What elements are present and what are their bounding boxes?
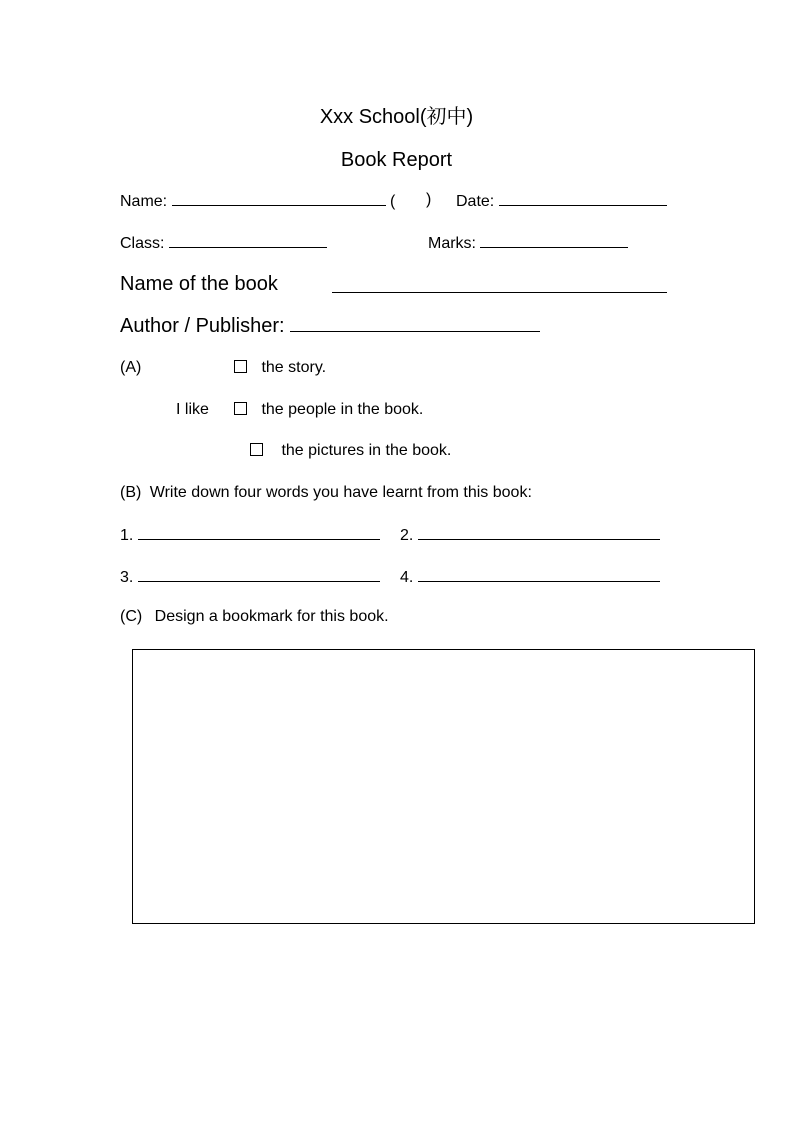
word-2-field[interactable]	[418, 524, 660, 540]
section-c-marker: (C)	[120, 608, 143, 625]
report-title: Book Report	[340, 149, 453, 171]
marks-row	[428, 232, 628, 254]
checkbox-pictures[interactable]	[250, 443, 263, 456]
option-people	[234, 400, 423, 420]
name-label: Name:	[120, 193, 168, 210]
marks-field[interactable]	[480, 232, 628, 248]
option-pictures	[250, 441, 451, 461]
date-label: Date:	[456, 193, 495, 210]
word-3-number: 3.	[120, 569, 134, 586]
word-3-row	[120, 566, 380, 588]
word-4-number: 4.	[400, 569, 414, 586]
bookmark-design-box[interactable]	[132, 649, 755, 924]
word-4-field[interactable]	[418, 566, 660, 582]
word-4-row	[400, 566, 660, 588]
word-1-field[interactable]	[138, 524, 380, 540]
word-3-field[interactable]	[138, 566, 380, 582]
date-field[interactable]	[499, 190, 667, 206]
section-b-prompt: Write down four words you have learnt from this book:	[149, 484, 532, 501]
class-row	[120, 232, 327, 254]
class-field[interactable]	[169, 232, 327, 248]
school-name: Xxx School(初中)	[319, 106, 474, 128]
class-label: Class:	[120, 235, 165, 252]
option-story-label: the story.	[261, 359, 327, 376]
checkbox-story[interactable]	[234, 360, 247, 373]
word-2-number: 2.	[400, 527, 414, 544]
class-number-paren-close: )	[426, 191, 432, 208]
option-people-label: the people in the book.	[261, 401, 424, 418]
section-a-marker: (A)	[120, 359, 142, 376]
option-pictures-label: the pictures in the book.	[281, 442, 452, 459]
name-row	[120, 190, 395, 212]
i-like-label: I like	[176, 401, 209, 418]
book-name-label: Name of the book	[120, 273, 278, 295]
section-b-marker: (B)	[120, 484, 142, 501]
class-number-paren-open: (	[390, 193, 396, 210]
book-name-field[interactable]	[332, 277, 667, 293]
checkbox-people[interactable]	[234, 402, 247, 415]
date-row	[456, 190, 667, 212]
author-publisher-label: Author / Publisher:	[120, 315, 285, 337]
word-1-row	[120, 524, 380, 546]
section-c-heading	[120, 607, 389, 627]
name-field[interactable]	[172, 190, 386, 206]
word-2-row	[400, 524, 660, 546]
word-1-number: 1.	[120, 527, 134, 544]
author-publisher-field[interactable]	[290, 316, 540, 332]
marks-label: Marks:	[428, 235, 476, 252]
author-publisher-row	[120, 314, 540, 338]
section-c-prompt: Design a bookmark for this book.	[154, 608, 389, 625]
option-story	[234, 358, 326, 378]
section-b-heading	[120, 483, 532, 503]
